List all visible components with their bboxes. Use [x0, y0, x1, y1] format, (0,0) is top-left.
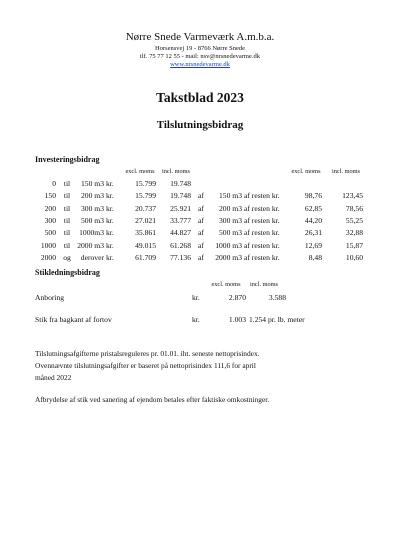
investering-cell-rest-label: af resten kr. [244, 215, 280, 225]
investering-cell-to: 2000 m3 [77, 240, 104, 250]
investering-cell-to: derover [80, 252, 104, 262]
note-index-month: måned 2022 [35, 373, 72, 382]
investering-cell-rest-excl: 44,20 [304, 215, 322, 225]
website-link[interactable]: www.nrsnedevarme.dk [170, 61, 230, 68]
investering-cell-rest-incl: 123,45 [342, 191, 363, 201]
company-name: Nørre Snede Varmeværk A.m.b.a. [125, 31, 275, 43]
investering-cell-excl: 61.709 [135, 252, 156, 262]
investering-cell-af: af [198, 240, 204, 250]
investering-cell-to: 500 m3 [81, 215, 104, 225]
investering-cell-from: 2000 [40, 252, 56, 262]
stik-col-header-excl: excl. moms [211, 281, 241, 288]
investering-cell-sep: og [63, 252, 71, 262]
investering-cell-rest-incl: 55,25 [345, 215, 363, 225]
investering-cell-excl: 35.861 [135, 228, 156, 238]
investering-cell-rest-incl: 10,60 [345, 252, 363, 262]
investering-cell-unit: kr. [106, 215, 114, 225]
investering-cell-sep: til [63, 179, 71, 188]
investering-cell-from: 0 [52, 179, 56, 188]
investering-cell-excl: 20.737 [135, 203, 156, 213]
investering-cell-sep: til [63, 203, 71, 213]
investering-cell-af: af [198, 252, 204, 262]
investering-cell-rest-m3: 200 m3 [219, 203, 242, 213]
investering-cell-incl: 77.136 [170, 252, 191, 262]
investering-cell-rest-incl: 15,87 [345, 240, 363, 250]
investering-cell-incl: 25.921 [170, 203, 191, 213]
investering-cell-unit: kr. [106, 203, 114, 213]
investering-cell-unit: kr. [106, 179, 114, 188]
stik-row-incl: 3.588 [268, 293, 286, 302]
investering-cell-sep: til [63, 240, 71, 250]
investering-cell-rest-m3: 1000 m3 [215, 240, 242, 250]
investering-cell-incl: 33.777 [170, 215, 191, 225]
investering-cell-excl: 15.799 [135, 191, 156, 201]
investering-cell-unit: kr. [106, 240, 114, 250]
investering-cell-from: 500 [44, 228, 56, 238]
investering-cell-from: 300 [44, 215, 56, 225]
stik-col-header-incl: incl. moms [250, 281, 278, 288]
investering-cell-from: 1000 [40, 240, 56, 250]
stik-row-label: Stik fra bagkant af fortov [35, 315, 112, 324]
investering-cell-rest-excl: 12,69 [304, 240, 322, 250]
investering-cell-af: af [198, 191, 204, 201]
stik-row-excl: 1.003 [228, 315, 246, 324]
investering-cell-incl: 19.748 [170, 191, 191, 201]
investering-cell-incl: 44.827 [170, 228, 191, 238]
investering-cell-rest-excl: 26,31 [304, 228, 322, 238]
stik-row-excl: 2.870 [228, 293, 246, 302]
investering-cell-rest-label: af resten kr. [244, 228, 280, 238]
investering-cell-incl: 19.748 [170, 179, 191, 188]
investering-cell-from: 200 [44, 203, 56, 213]
investering-cell-to: 1000m3 [79, 228, 104, 238]
stik-row-unit: kr. [192, 315, 200, 324]
investering-cell-rest-m3: 2000 m3 [215, 252, 242, 262]
page-subtitle: Tilslutningsbidrag [156, 119, 244, 131]
col-header-rest-excl: excl. moms [291, 168, 321, 175]
investering-cell-to: 150 m3 [81, 179, 104, 188]
col-header-rest-incl: incl. moms [332, 168, 360, 175]
note-pristal: Tilslutningsafgifterne pristalsreguleres pr. 01.01. iht. seneste nettoprisindex. [35, 349, 260, 358]
investering-cell-af: af [198, 203, 204, 213]
investering-cell-rest-excl: 8,48 [308, 252, 322, 262]
investering-heading: Investeringsbidrag [35, 155, 100, 164]
investering-cell-unit: kr. [106, 228, 114, 238]
investering-cell-rest-excl: 62,85 [304, 203, 322, 213]
investering-cell-rest-incl: 32,88 [345, 228, 363, 238]
company-contact: tlf. 75 77 12 55 - mail: nsv@nrsnedevarme.dk [140, 53, 260, 60]
stikledning-heading: Stikledningsbidrag [35, 268, 100, 277]
investering-cell-excl: 15.799 [135, 179, 156, 188]
investering-cell-rest-m3: 500 m3 [219, 228, 242, 238]
col-header-incl: incl. moms [162, 168, 190, 175]
investering-cell-rest-label: af resten kr. [244, 240, 280, 250]
investering-cell-sep: til [63, 215, 71, 225]
page-title: Takstblad 2023 [156, 90, 244, 105]
investering-cell-sep: til [63, 191, 71, 201]
investering-cell-rest-incl: 78,56 [345, 203, 363, 213]
investering-cell-rest-m3: 300 m3 [219, 215, 242, 225]
investering-cell-rest-excl: 98,76 [304, 191, 322, 201]
investering-cell-rest-label: af resten kr. [244, 252, 280, 262]
note-afbrydelse: Afbrydelse af stik ved sanering af ejendom betales efter faktiske omkostninger. [35, 395, 270, 404]
investering-cell-rest-label: af resten kr. [244, 203, 280, 213]
investering-cell-excl: 49.015 [135, 240, 156, 250]
investering-cell-excl: 27.021 [135, 215, 156, 225]
col-header-excl: excl. moms [125, 168, 155, 175]
company-address: Horsensvej 19 - 8766 Nørre Snede [154, 45, 246, 52]
investering-cell-from: 150 [44, 191, 56, 201]
stik-row-label: Anboring [35, 293, 65, 302]
investering-cell-af: af [198, 228, 204, 238]
investering-cell-sep: til [63, 228, 71, 238]
investering-cell-unit: kr. [106, 252, 114, 262]
note-index: Ovennævnte tilslutningsafgifter er baseret på nettoprisindex 111,6 for april [35, 361, 256, 370]
investering-cell-rest-m3: 150 m3 [219, 191, 242, 201]
stik-row-incl: 1.254 pr. lb. meter [249, 315, 305, 324]
investering-cell-to: 200 m3 [81, 191, 104, 201]
investering-cell-incl: 61.268 [170, 240, 191, 250]
investering-cell-unit: kr. [106, 191, 114, 201]
stik-row-unit: kr. [192, 293, 200, 302]
investering-cell-af: af [198, 215, 204, 225]
investering-cell-rest-label: af resten kr. [244, 191, 280, 201]
investering-cell-to: 300 m3 [81, 203, 104, 213]
